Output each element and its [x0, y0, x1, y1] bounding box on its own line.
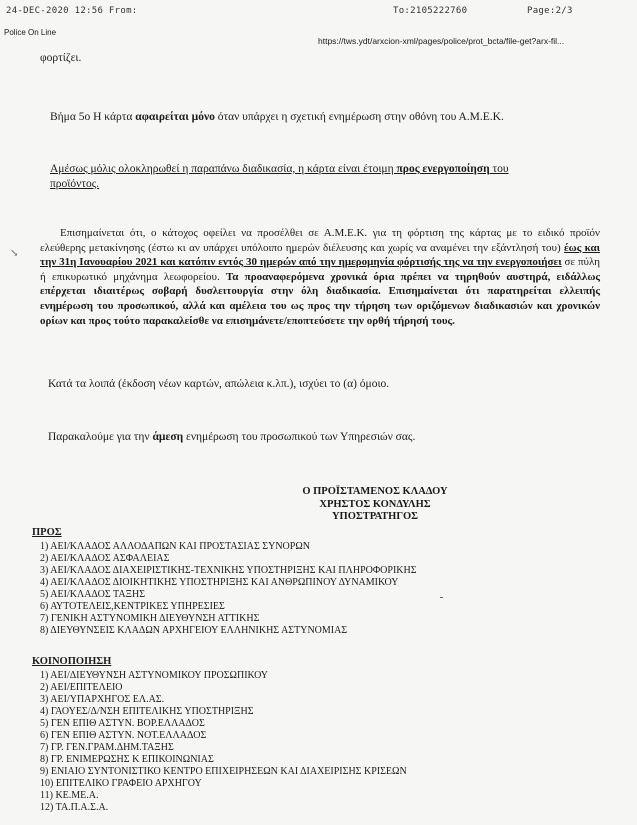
step5-pre: Βήμα 5ο Η κάρτα	[50, 111, 136, 123]
ready-line2: προϊόντος.	[50, 178, 100, 190]
list-item: 4) ΑΕΙ/ΚΛΑΔΟΣ ΔΙΟΙΚΗΤΙΚΗΣ ΥΠΟΣΤΗΡΙΞΗΣ ΚΑΙ ΑΝΘΡΩΠΙΝΟΥ ΔΥΝΑΜΙΚΟΥ	[40, 577, 399, 588]
fax-recipient: To:2105222760	[393, 6, 468, 16]
notify-post: ενημέρωση του προσωπικού των Υπηρεσιών σας.	[183, 431, 416, 443]
site-name: Police On Line	[4, 28, 57, 37]
ready-bold: προς ενεργοποίηση	[396, 163, 490, 175]
step5-post: όταν υπάρχει η σχετική ενημέρωση στην οθόνη του Α.Μ.Ε.Κ.	[214, 111, 504, 123]
step5-line	[50, 110, 610, 125]
ready-post: του	[489, 163, 509, 175]
signature-title: Ο ΠΡΟΪΣΤΑΜΕΝΟΣ ΚΛΑΔΟΥ	[302, 486, 448, 497]
list-item: 7) ΓΡ. ΓΕΝ.ΓΡΑΜ.ΔΗΜ.ΤΑΞΗΣ	[40, 742, 174, 753]
notice-warning: Τα προαναφερόμενα χρονικά όρια πρέπει να τηρηθούν αυστηρά, ειδάλλως επέρχεται ιδιαιτέρως σοβαρή δυσλειτουργία στην όλη διαδικασία. Επισημαίνεται ότι παρατηρείται ελλειπής ενημέρωση του προσωπικού, αλλά και αμέλεια του ως προς την τήρηση των οριζόμενων διαδικασιών και χρονικών ορίων και προς τούτο παρακαλείσθε να επισημάνετε/εποπτεύσετε την ορθή τήρησή τους.	[40, 270, 600, 327]
step5-bold: αφαιρείται μόνο	[135, 111, 215, 123]
rest-text: Κατά τα λοιπά (έκδοση νέων καρτών, απώλεια κ.λπ.), ισχύει το (α) όμοιο.	[48, 378, 390, 390]
list-item: 7) ΓΕΝΙΚΗ ΑΣΤΥΝΟΜΙΚΗ ΔΙΕΥΘΥΝΣΗ ΑΤΤΙΚΗΣ	[40, 613, 260, 624]
list-item: 11) ΚΕ.ΜΕ.Α.	[40, 790, 99, 801]
scan-speck	[440, 597, 443, 598]
list-item: 3) ΑΕΙ/ΚΛΑΔΟΣ ΔΙΑΧΕΙΡΙΣΤΙΚΗΣ-ΤΕΧΝΙΚΗΣ ΥΠΟΣΤΗΡΙΞΗΣ ΚΑΙ ΠΛΗΡΟΦΟΡΙΚΗΣ	[40, 565, 417, 576]
list-item: 6) ΓΕΝ ΕΠΙΘ ΑΣΤΥΝ. ΝΟΤ.ΕΛΛΑΔΟΣ	[40, 730, 207, 741]
notice-a: Επισημαίνεται ότι, ο κάτοχος οφείλει να προσέλθει σε Α.Μ.Ε.Κ. για τη φόρτιση της κάρτας με το ειδικό προϊόν ελεύθερης μετακίνησης (έστω κι αν υπάρχει υπόλοιπο ημερών διέλευσης και χωρίς να αναμένει την εξάντλησή του)	[40, 227, 600, 254]
continued-line	[40, 51, 600, 66]
list-item: 5) ΑΕΙ/ΚΛΑΔΟΣ ΤΑΞΗΣ	[40, 589, 146, 600]
list-item: 8) ΔΙΕΥΘΥΝΣΕΙΣ ΚΛΑΔΩΝ ΑΡΧΗΓΕΙΟΥ ΕΛΛΗΝΙΚΗΣ ΑΣΤΥΝΟΜΙΑΣ	[40, 625, 348, 636]
notify-bold: άμεση	[152, 431, 184, 443]
list-item: 1) ΑΕΙ/ΔΙΕΥΘΥΝΣΗ ΑΣΤΥΝΟΜΙΚΟΥ ΠΡΟΣΩΠΙΚΟΥ	[40, 670, 269, 681]
fax-header	[0, 6, 637, 20]
signature-name: ΧΡΗΣΤΟΣ ΚΟΝΔΥΛΗΣ	[319, 498, 431, 510]
list-item: 6) ΑΥΤΟΤΕΛΕΙΣ,ΚΕΝΤΡΙΚΕΣ ΥΠΗΡΕΣΙΕΣ	[40, 601, 225, 612]
fax-datetime: 24-DEC-2020 12:56 From:	[6, 6, 138, 16]
list-item: 8) ΓΡ. ΕΝΙΜΕΡΩΣΗΣ Κ ΕΠΙΚΟΙΝΩΝΙΑΣ	[40, 754, 214, 765]
ready-pre: Αμέσως μόλις ολοκληρωθεί η παραπάνω διαδικασία, η κάρτα είναι έτοιμη	[50, 163, 397, 175]
recipients-list	[32, 527, 592, 637]
notify-pre: Παρακαλούμε για την	[48, 431, 153, 443]
continued-text: φορτίζει.	[40, 52, 82, 64]
site-url: https://tws.ydt/arxcion-xml/pages/police/prot_bcta/file-get?arx-fil...	[318, 36, 565, 46]
print-header	[0, 25, 637, 47]
list-item: 9) ΕΝΙΑΙΟ ΣΥΝΤΟΝΙΣΤΙΚΟ ΚΕΝΤΡΟ ΕΠΙΧΕΙΡΗΣΕΩΝ ΚΑΙ ΔΙΑΧΕΙΡΙΣΗΣ ΚΡΙΣΕΩΝ	[40, 766, 407, 777]
notice-deadline: έως και την 31η Ιανουαρίου 2021 και κατόπιν εντός 30 ημερών από την ημερομηνία φόρτισής της να την ενεργοποιήσει	[40, 241, 600, 269]
signature-block	[240, 486, 510, 524]
notify-line	[48, 430, 608, 445]
recipients-title: ΠΡΟΣ	[32, 527, 62, 538]
list-item: 2) ΑΕΙ/ΕΠΙΤΕΛΕΙΟ	[40, 682, 123, 693]
list-item: 1) ΑΕΙ/ΚΛΑΔΟΣ ΑΛΛΟΔΑΠΩΝ ΚΑΙ ΠΡΟΣΤΑΣΙΑΣ ΣΥΝΟΡΩΝ	[40, 541, 310, 552]
notice-c: σε πύλη ή επικυρωτικό μηχάνημα λεωφορείου.	[40, 256, 600, 283]
list-item: 3) ΑΕΙ/ΥΠΑΡΧΗΓΟΣ ΕΛ.ΑΣ.	[40, 694, 165, 705]
list-item: 2) ΑΕΙ/ΚΛΑΔΟΣ ΑΣΦΑΛΕΙΑΣ	[40, 553, 170, 564]
rest-line	[48, 377, 608, 392]
list-item: 10) ΕΠΙΤΕΛΙΚΟ ΓΡΑΦΕΙΟ ΑΡΧΗΓΟΥ	[40, 778, 202, 789]
list-item: 5) ΓΕΝ ΕΠΙΘ ΑΣΤΥΝ. ΒΟΡ.ΕΛΛΑΔΟΣ	[40, 718, 205, 729]
ready-paragraph	[50, 162, 570, 192]
list-item: 4) ΓΑΟΥΕΣ/Δ/ΝΣΗ ΕΠΙΤΕΛΙΚΗΣ ΥΠΟΣΤΗΡΙΞΗΣ	[40, 706, 254, 717]
cc-list	[32, 656, 592, 814]
cc-title: ΚΟΙΝΟΠΟΙΗΣΗ	[32, 656, 112, 667]
margin-mark: ↘	[10, 248, 19, 259]
fax-page-number: Page:2/3	[527, 6, 573, 16]
list-item: 12) ΤΑ.Π.Α.Σ.Α.	[40, 802, 109, 813]
notice-paragraph	[40, 226, 600, 328]
signature-rank: ΥΠΟΣΤΡΑΤΗΓΟΣ	[331, 511, 419, 522]
